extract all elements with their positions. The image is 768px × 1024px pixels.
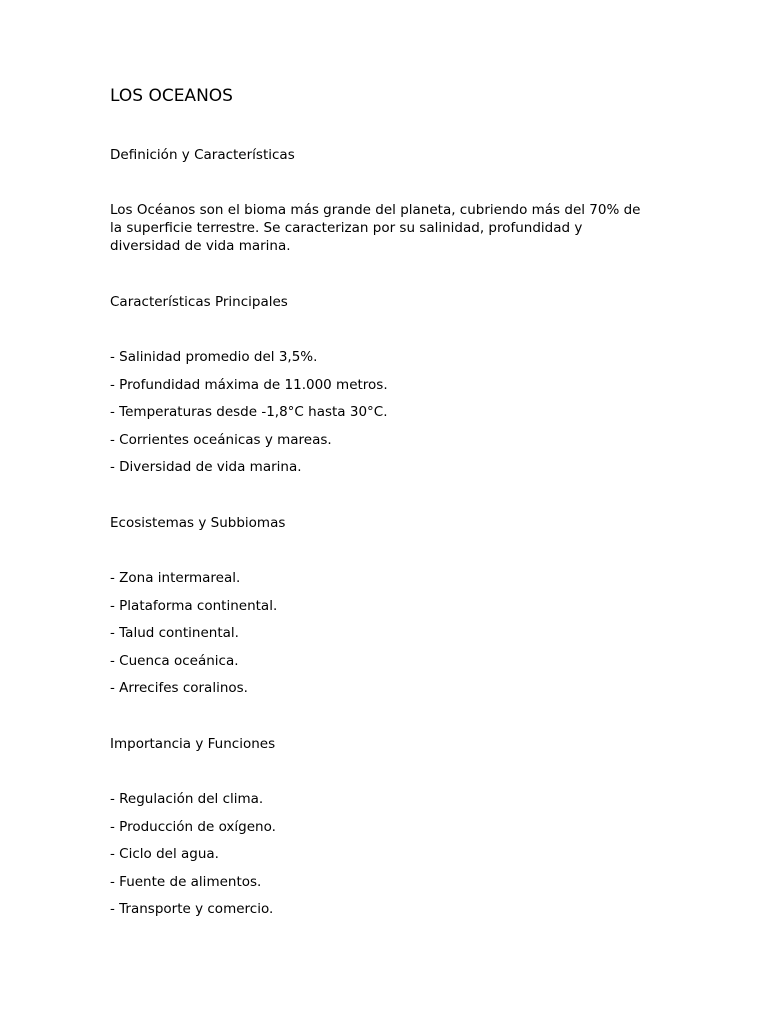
importance-list — [110, 790, 276, 928]
section-heading-main-characteristics: Características Principales — [110, 294, 288, 310]
list-item: - Cuenca oceánica. — [110, 652, 239, 669]
list-item: - Transporte y comercio. — [110, 901, 274, 918]
list-item: - Talud continental. — [110, 625, 239, 642]
list-item: - Diversidad de vida marina. — [110, 459, 302, 476]
ecosystems-list — [110, 569, 277, 707]
list-item: - Arrecifes coralinos. — [110, 680, 248, 697]
list-item: - Zona intermareal. — [110, 570, 241, 586]
list-item: - Fuente de alimentos. — [110, 873, 262, 890]
document-title: LOS OCEANOS — [110, 86, 233, 106]
section-heading-definition: Definición y Características — [110, 147, 295, 163]
list-item: - Plataforma continental. — [110, 597, 278, 614]
section-heading-importance: Importancia y Funciones — [110, 736, 276, 752]
section-heading-ecosystems: Ecosistemas y Subbiomas — [110, 515, 286, 531]
main-characteristics-list — [110, 348, 388, 486]
list-item: - Salinidad promedio del 3,5%. — [110, 349, 318, 365]
definition-paragraph: Los Océanos son el bioma más grande del planeta, cubriendo más del 70% de la superficie terrestre. Se caracterizan por su salinidad, profundidad y diversidad de vida marina. — [110, 202, 641, 254]
list-item: - Corrientes oceánicas y mareas. — [110, 431, 332, 448]
list-item: - Temperaturas desde -1,8°C hasta 30°C. — [110, 404, 388, 421]
list-item: - Producción de oxígeno. — [110, 818, 276, 835]
list-item: - Profundidad máxima de 11.000 metros. — [110, 376, 388, 393]
list-item: - Regulación del clima. — [110, 791, 264, 807]
list-item: - Ciclo del agua. — [110, 846, 219, 863]
